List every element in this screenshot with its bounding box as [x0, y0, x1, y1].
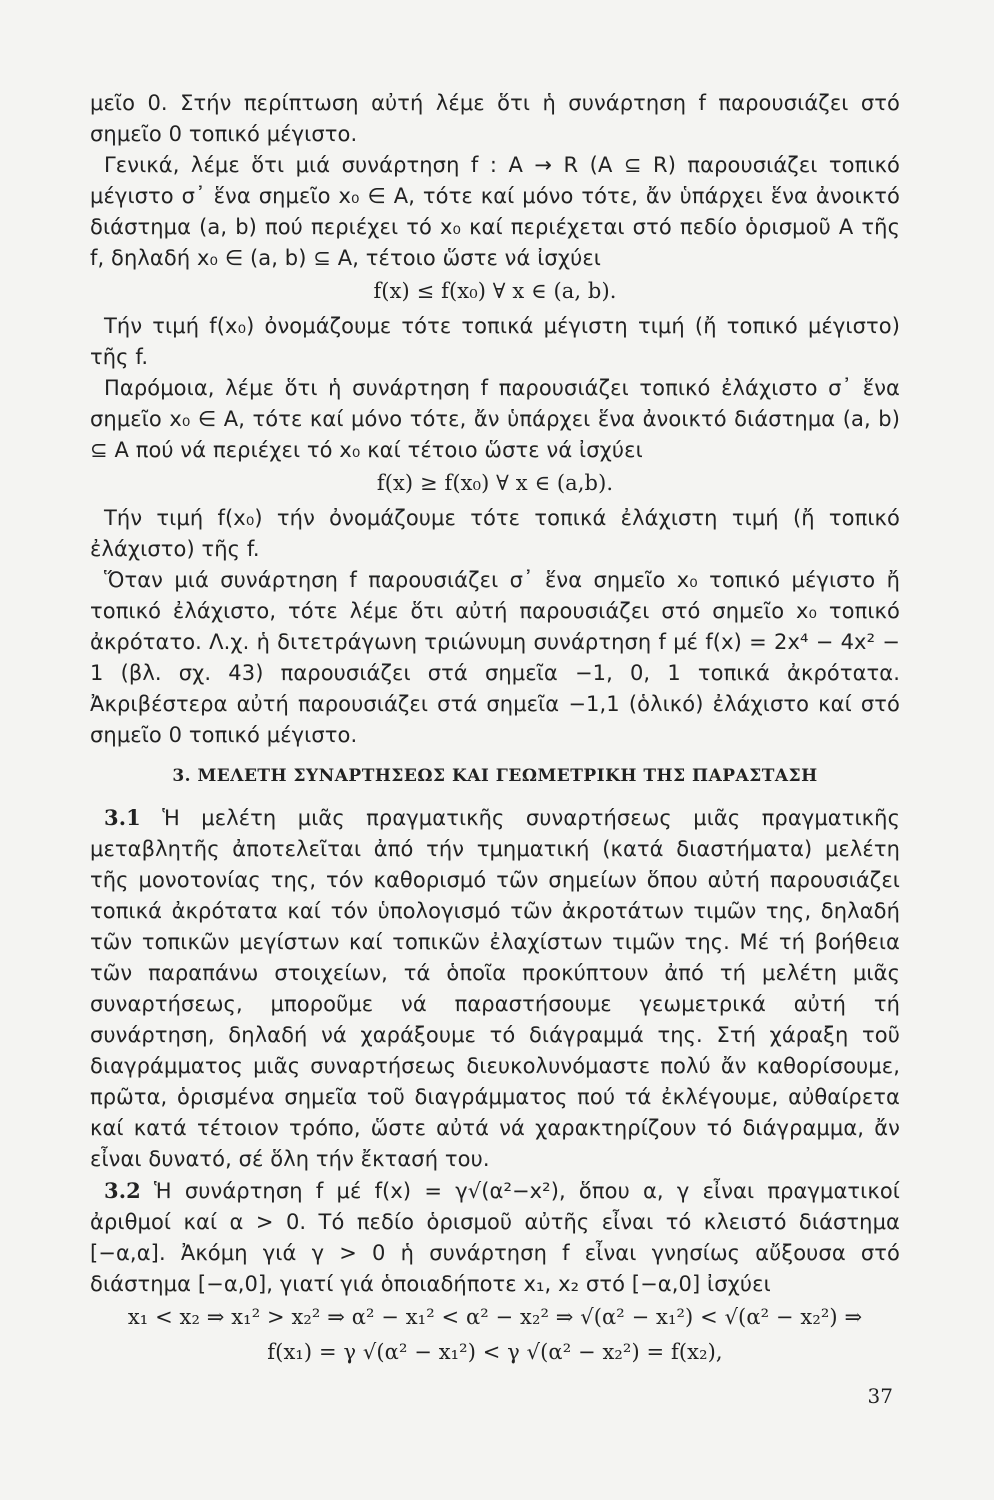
section-heading: 3. ΜΕΛΕΤΗ ΣΥΝΑΡΤΗΣΕΩΣ ΚΑΙ ΓΕΩΜΕΤΡΙΚΗ ΤΗΣ ΠΑΡΑΣΤΑΣΗ: [172, 766, 818, 786]
paragraph-local-extremum: Ὅταν μιά συνάρτηση f παρουσιάζει σ᾽ ἕνα σημεῖο x₀ τοπικό μέγιστο ἤ τοπικό ἐλάχιστο, τότε λέμε ὅτι αὐτή παρουσιάζει στό σημεῖο x₀ τοπικό ἀκρότατο. Λ.χ. ἡ διτετράγωνη τριώνυμη συνάρτηση f μέ f(x) = 2x⁴ − 4x² − 1 (βλ. σχ. 43) παρουσιάζει στά σημεῖα −1, 0, 1 τοπικά ἀκρότατα. Ἀκριβέστερα αὐτή παρουσιάζει στά σημεῖα −1,1 (ὁλικό) ἐλάχιστο καί στό σημεῖο 0 τοπικό μέγιστο.: [90, 568, 900, 747]
subsection-3-2-text: Ἡ συνάρτηση f μέ f(x) = γ√(α²−x²), ὅπου α, γ εἶναι πραγματικοί ἀριθμοί καί α > 0. Τό πεδίο ὁρισμοῦ αὐτῆς εἶναι τό κλειστό διάστημα [−α,α]. Ἀκόμη γιά γ > 0 ἡ συνάρτηση f εἶναι γνησίως αὔξουσα στό διάστημα [−α,0], γιατί γιά ὁποιαδήποτε x₁, x₂ στό [−α,0] ἰσχύει: [90, 1179, 900, 1296]
paragraph-1: μεῖο 0. Στήν περίπτωση αὐτή λέμε ὅτι ἡ συνάρτηση f παρουσιάζει στό σημεῖο 0 τοπικό μέγιστο.: [90, 91, 900, 146]
subsection-3-2: [90, 1175, 900, 1300]
subsection-3-2-label: 3.2: [104, 1178, 141, 1203]
equation-implication-chain: x₁ < x₂ ⇒ x₁² > x₂² ⇒ α² − x₁² < α² − x₂² ⇒ √(α² − x₁²) < √(α² − x₂²) ⇒: [127, 1305, 863, 1329]
paragraph-local-minimum-definition: Παρόμοια, λέμε ὅτι ἡ συνάρτηση f παρουσιάζει τοπικό ἐλάχιστο σ᾽ ἕνα σημεῖο x₀ ∈ A, τότε καί μόνο τότε, ἄν ὑπάρχει ἕνα ἀνοικτό διάστημα (a, b) ⊆ A πού νά περιέχει τό x₀ καί τέτοιο ὥστε νά ἰσχύει: [90, 376, 900, 462]
equation-local-minimum: f(x) ≥ f(x₀) ∀ x ∈ (a,b).: [376, 471, 614, 495]
subsection-3-1: [90, 802, 900, 1175]
equation-local-maximum: f(x) ≤ f(x₀) ∀ x ∈ (a, b).: [373, 279, 617, 303]
paragraph-local-maximum-definition: Γενικά, λέμε ὅτι μιά συνάρτηση f : A → R (A ⊆ R) παρουσιάζει τοπικό μέγιστο σ᾽ ἕνα σημεῖο x₀ ∈ A, τότε καί μόνο τότε, ἄν ὑπάρχει ἕνα ἀνοικτό διάστημα (a, b) πού περιέχει τό x₀ καί περιέχεται στό πεδίο ὁρισμοῦ A τῆς f, δηλαδή x₀ ∈ (a, b) ⊆ A, τέτοιο ὥστε νά ἰσχύει: [90, 153, 900, 270]
subsection-3-1-label: 3.1: [104, 805, 141, 830]
page-number: 37: [867, 1384, 893, 1408]
subsection-3-1-text: Ἡ μελέτη μιᾶς πραγματικῆς συναρτήσεως μιᾶς πραγματικῆς μεταβλητῆς ἀποτελεῖται ἀπό τήν τμηματική (κατά διαστήματα) μελέτη τῆς μονοτονίας της, τόν καθορισμό τῶν σημείων ὅπου αὐτή παρουσιάζει τοπικά ἀκρότατα καί τόν ὑπολογισμό τῶν ἀκροτάτων τιμῶν της, δηλαδή τῶν τοπικῶν μεγίστων καί τοπικῶν ἐλαχίστων τιμῶν της. Μέ τή βοήθεια τῶν παραπάνω στοιχείων, τά ὁποῖα προκύπτουν ἀπό τή μελέτη μιᾶς συναρτήσεως, μποροῦμε νά παραστήσουμε γεωμετρικά αὐτή τή συνάρτηση, δηλαδή νά χαράξουμε τό διάγραμμά της. Στή χάραξη τοῦ διαγράμματος μιᾶς συναρτήσεως διευκολυνόμαστε πολύ ἄν καθορίσουμε, πρῶτα, ὁρισμένα σημεῖα τοῦ διαγράμματος πού τά ἐκλέγουμε, αὐθαίρετα καί κατά τέτοιον τρόπο, ὥστε αὐτά νά χαρακτηρίζουν τό διάγραμμα, ἄν εἶναι δυνατό, σέ ὅλη τήν ἔκτασή του.: [90, 806, 900, 1171]
page-text-column: [90, 88, 900, 1372]
paragraph-local-minimum-value: Τήν τιμή f(x₀) τήν ὀνομάζουμε τότε τοπικά ἐλάχιστη τιμή (ἤ τοπικό ἐλάχιστο) τῆς f.: [90, 506, 900, 561]
paragraph-local-maximum-value: Τήν τιμή f(x₀) ὀνομάζουμε τότε τοπικά μέγιστη τιμή (ἤ τοπικό μέγιστο) τῆς f.: [90, 314, 900, 369]
equation-function-comparison: f(x₁) = γ √(α² − x₁²) < γ √(α² − x₂²) = f(x₂),: [267, 1340, 723, 1364]
